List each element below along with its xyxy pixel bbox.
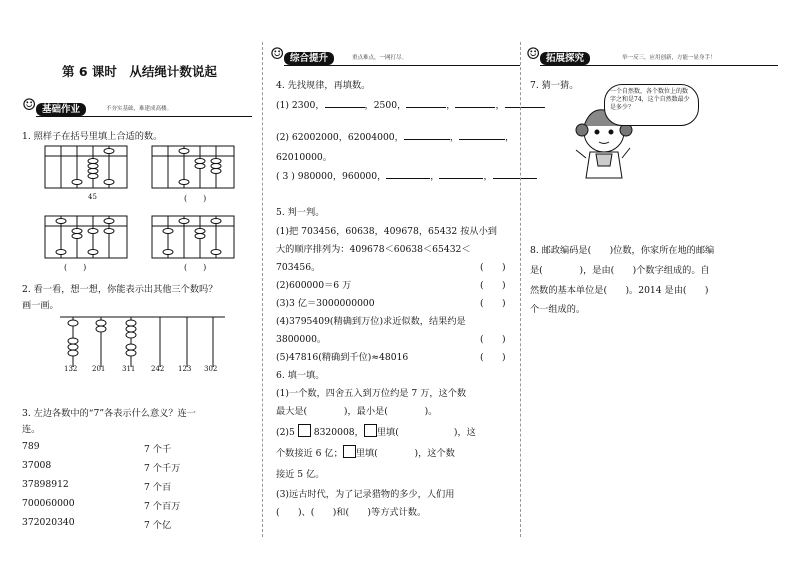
q1-abacus-group (40, 142, 245, 277)
q1-example-value: 45 (88, 193, 97, 201)
q6-2-line1 (276, 424, 476, 438)
answer-blank[interactable] (386, 178, 430, 179)
q5-4-line1: (4)3795409(精确到万位)求近似数，结果约是 (276, 316, 466, 327)
speech-text: 一个自然数，各个数位上的数字之和是74，这个自然数最少是多少？ (610, 88, 690, 111)
q6-1-line2: 最大是( )，最小是( )。 (276, 406, 438, 417)
answer-blank[interactable] (505, 107, 545, 108)
q6-2-line3: 接近 5 亿。 (276, 469, 325, 480)
q3-right-meaning: 7 个亿 (144, 520, 172, 531)
q8-line2: 是( )，是由( )个数字组成的。自 (530, 265, 710, 276)
q1-answer-paren: ( ) (184, 263, 207, 272)
abacus-3 (45, 216, 127, 258)
q7-text: 7. 猜一猜。 (530, 80, 579, 91)
abacus-4 (152, 216, 234, 258)
q8-line3: 然数的基本单位是( )。2014 是由( ) (530, 285, 709, 296)
answer-blank[interactable] (406, 107, 446, 108)
answer-blank[interactable] (455, 107, 495, 108)
q6-2-start: (2)5 (276, 427, 295, 438)
q1-text: 1. 照样子在括号里填上合适的数。 (22, 131, 163, 142)
mascot-icon: ☺ (270, 44, 285, 63)
q2-text-line1: 2. 看一看，想一想，你能表示出其他三个数吗？ (22, 284, 218, 295)
q5-5: (5)47816(精确到千位)≈48016 (276, 352, 409, 363)
q6-3-line2: ( )、( )和( )等方式计数。 (276, 507, 427, 518)
q5-2: (2)600000＝6 万 (276, 280, 352, 291)
q4-1: (1) 2300， ，2500， ， ， (276, 97, 545, 111)
q6-3-line1: (3)远古时代，为了记录猎物的多少，人们用 (276, 489, 455, 500)
answer-blank[interactable] (459, 139, 505, 140)
answer-blank[interactable] (493, 178, 537, 179)
q6-2-fill2: 里填( )，这个数 (355, 448, 455, 459)
q4-text: 4. 先找规律，再填数。 (276, 80, 371, 91)
section-motto: 举一反三，应用创新，方能一显身手！ (622, 55, 716, 61)
digit-box[interactable] (364, 424, 377, 437)
q3-text-line2: 连。 (22, 424, 41, 435)
q4-2-end: 62010000。 (276, 152, 332, 163)
q3-right-meaning: 7 个百 (144, 482, 172, 493)
q6-2-fill: 里填( )，这 (376, 427, 476, 438)
q2-number: 123 (178, 365, 192, 373)
lesson-title: 第 6 课时 从结绳计数说起 (62, 64, 217, 79)
q4-3-start: ( 3 ) 980000，960000， (276, 171, 387, 182)
q6-1-line1: (1)一个数，四舍五入到万位约是 7 万，这个数 (276, 388, 467, 399)
q8-line4: 个一组成的。 (530, 304, 586, 315)
q5-1-line2: 大的顺序排列为：409678＜60638＜65432＜ (276, 244, 471, 255)
column-divider (262, 42, 263, 537)
q6-2-near6: 个数接近 6 亿； (276, 448, 343, 459)
q3-text-line1: 3. 左边各数中的“7”各表示什么意义？连一 (22, 408, 196, 419)
q3-right-meaning: 7 个千万 (144, 463, 181, 474)
column-divider (520, 42, 521, 537)
section-header-basic (22, 95, 252, 117)
judge-paren[interactable]: ( ) (480, 334, 506, 345)
q4-2-start: (2) 62002000，62004000， (276, 132, 404, 143)
q2-number: 132 (64, 365, 78, 373)
q1-answer-paren: ( ) (64, 263, 87, 272)
section-motto: 重点难点，一网打尽。 (352, 55, 408, 61)
q6-text: 6. 填一填。 (276, 370, 325, 381)
section-motto: 不夯实基础，难建成高楼。 (106, 106, 173, 112)
section-label: 基础作业 (36, 103, 86, 116)
q2-number: 302 (204, 365, 218, 373)
q5-4-line2: 3800000。 (276, 334, 327, 345)
answer-blank[interactable] (325, 107, 365, 108)
speech-bubble (604, 84, 699, 126)
q3-left-number: 37898912 (22, 479, 69, 490)
q8-line1: 8. 邮政编码是( )位数，你家所在地的邮编 (530, 245, 715, 256)
q2-text-line2: 画一画。 (22, 300, 59, 311)
q2-abacus-drawing (55, 312, 235, 372)
judge-paren[interactable]: ( ) (480, 280, 506, 291)
q1-answer-paren: ( ) (184, 194, 207, 203)
q3-left-number: 789 (22, 441, 40, 452)
q3-right-meaning: 7 个百万 (144, 501, 181, 512)
q5-3: (3)3 亿＝3000000000 (276, 298, 375, 309)
q4-1-start: (1) 2300， (276, 100, 325, 111)
q4-2: (2) 62002000，62004000， ， ， (276, 132, 515, 143)
answer-blank[interactable] (404, 139, 450, 140)
mascot-icon: ☺ (526, 44, 541, 63)
section-header-comprehensive (270, 44, 520, 66)
q3-left-number: 372020340 (22, 517, 75, 528)
q5-1-line3: 703456。 (276, 262, 321, 273)
q6-2-line2 (276, 445, 455, 459)
q4-3: ( 3 ) 980000，960000， ， ， (276, 168, 537, 182)
judge-paren[interactable]: ( ) (480, 262, 506, 273)
q3-left-number: 700060000 (22, 498, 75, 509)
q5-1-line1: (1)把 703456，60638，409678，65432 按从小到 (276, 226, 497, 237)
digit-box[interactable] (343, 445, 356, 458)
abacus-example (45, 146, 127, 188)
q2-number: 242 (151, 365, 165, 373)
q2-number: 201 (92, 365, 106, 373)
q5-text: 5. 判一判。 (276, 207, 325, 218)
q3-right-meaning: 7 个千 (144, 444, 172, 455)
answer-blank[interactable] (439, 178, 483, 179)
q4-1-mid: ，2500， (364, 100, 407, 111)
judge-paren[interactable]: ( ) (480, 352, 506, 363)
judge-paren[interactable]: ( ) (480, 298, 506, 309)
section-label: 拓展探究 (540, 52, 590, 65)
section-header-extension (526, 44, 778, 66)
mascot-icon: ☺ (22, 95, 37, 114)
q6-2-number: 8320008， (313, 427, 364, 438)
digit-box[interactable] (298, 424, 311, 437)
section-label: 综合提升 (284, 52, 334, 65)
abacus-2 (152, 146, 234, 188)
q3-left-number: 37008 (22, 460, 52, 471)
q2-number: 311 (122, 365, 136, 373)
